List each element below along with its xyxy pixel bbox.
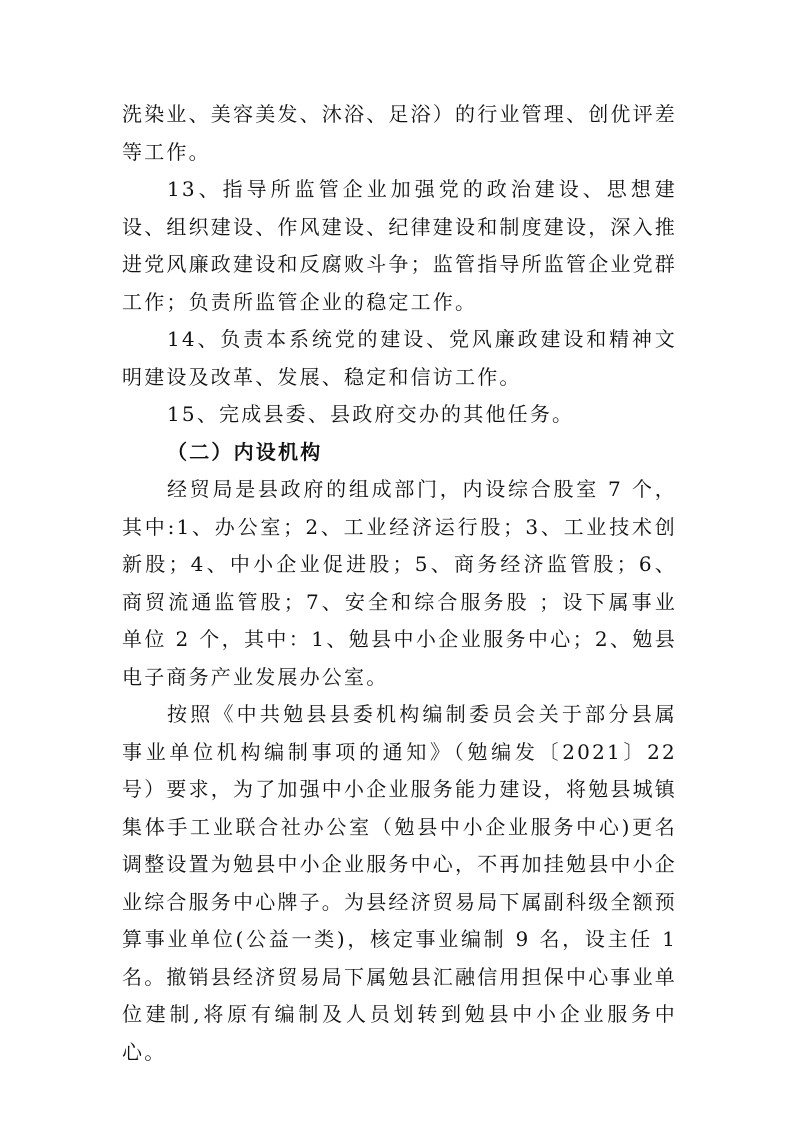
paragraph-item-15: 15、完成县委、县政府交办的其他任务。 <box>167 402 575 426</box>
paragraph-item-14: 14、负责本系统党的建设、党风廉政建设和精神文明建设及改革、发展、稳定和信访工作。 <box>122 327 677 389</box>
paragraph-item-13: 13、指导所监管企业加强党的政治建设、思想建设、组织建设、作风建设、纪律建设和制度建设，深入推进党风廉政建设和反腐败斗争；监管指导所监管企业党群工作；负责所监管企业的稳定工作。 <box>122 177 677 314</box>
document-body <box>122 96 677 1071</box>
section-heading-internal-structure: （二）内设机构 <box>167 439 323 464</box>
paragraph-internal-departments: 经贸局是县政府的组成部门，内设综合股室 7 个，其中:1、办公室；2、工业经济运行股；3、工业技术创新股；4、中小企业促进股；5、商务经济监管股；6、商贸流通监管股；7、安全和综合服务股 ；设下属事业单位 2 个，其中：1、勉县中小企业服务中心；2、勉县电子商务产业发展办公室。 <box>122 477 677 689</box>
paragraph-continuation: 洗染业、美容美发、沐浴、足浴）的行业管理、创优评差等工作。 <box>122 102 677 164</box>
paragraph-restructuring-notice: 按照《中共勉县县委机构编制委员会关于部分县属事业单位机构编制事项的通知》（勉编发〔2021〕22 号）要求，为了加强中小企业服务能力建设，将勉县城镇集体手工业联合社办公室（勉县中小企业服务中心)更名调整设置为勉县中小企业服务中心，不再加挂勉县中小企业综合服务中心牌子。为县经济贸易局下属副科级全额预算事业单位(公益一类)，核定事业编制 9 名，设主任 1 名。撤销县经济贸易局下属勉县汇融信用担保中心事业单位建制,将原有编制及人员划转到勉县中小企业服务中心。 <box>122 702 677 1064</box>
